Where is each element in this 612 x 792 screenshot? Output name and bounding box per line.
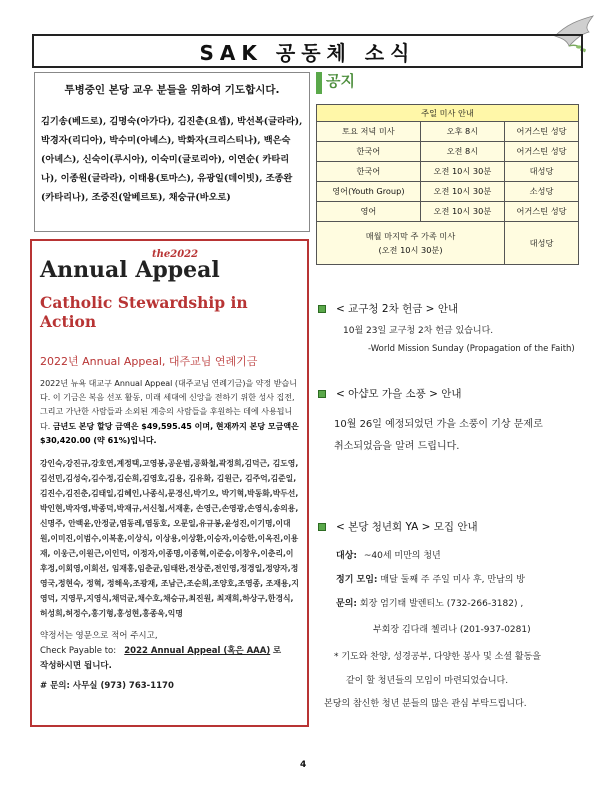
youth-note-1: * 기도와 찬양, 성경공부, 다양한 봉사 및 소셜 활동을 (334, 652, 541, 662)
annual-appeal-amount-text: 금년도 본당 할당 금액은 $49,595.45 이며, 현재까지 본당 모금액은 $30,420.00 (약 61%)입니다. (40, 421, 299, 445)
check-payee: 2022 Annual Appeal (혹은 AAA) (124, 646, 271, 657)
table-cell: 영어(Youth Group) (317, 182, 421, 202)
section-diocese-collection (318, 301, 458, 316)
table-cell: 토요 저녁 미사 (317, 122, 421, 142)
family-mass-label: 매월 마지막 주 가족 미사 (365, 231, 456, 241)
donor-list: 강인숙,강진규,강호연,계정택,고영봉,공운범,공화철,곽정희,김덕근, 김도영,김선민,김성숙,김수정,김순희,김영호,김용, 김유화, 김원근, 김주억,김준일,김진수,김진춘,김태일,김혜인,나종식,문경신,박기오, 박기혁,박동화,박두선,박인현,박자영,박종덕,박재규,서신철,서재훈, 손영근,손영광,손영식,송의용,신명주, 안백윤,안정균,염동레,염동호, 오문일,유규봉,윤성진,이기명,이대원,이미진,이범수,이복훈,이상식, 이상용,이상환,이승자,이승한,이옥진,이용재, 이웅근,이원근,이인덕, 이정자,이종명,이종혁,이준승,이창우,이춘리,이후정,이회영,이회선, 임재홍,임춘균,임태완,전상준,전인영,정경일,정양자,정영국,정현숙, 정혁, 정해욱,조광재, 조남근,조순희,조양호,조영종, 조재용,지영덕, 지영무,지영식,채덕균,채수호,채승규,최진원, 최재희,하상구,한경식, 허성희,허정수,홍기형,홍성현,홍종욱,익명 (40, 459, 299, 619)
table-cell: 어거스틴 성당 (505, 142, 579, 162)
page-number: 4 (300, 760, 307, 770)
section-title: < 교구청 2차 헌금 > 안내 (336, 303, 459, 315)
section-youth-group (318, 519, 478, 534)
table-cell: 대성당 (505, 162, 579, 182)
mass-table-heading: 주일 미사 안내 (317, 105, 579, 122)
table-cell: 오전 8시 (420, 142, 504, 162)
annual-appeal-logo-text: Annual Appeal (40, 257, 220, 283)
table-cell: 대성당 (505, 222, 579, 265)
youth-meeting (336, 572, 525, 588)
bullet-square-icon (318, 523, 326, 531)
appeal-contact: # 문의: 사무실 (973) 763-1170 (40, 681, 174, 692)
family-mass-time: (오전 10시 30분) (378, 245, 443, 255)
annual-appeal-description-text: 2022년 뉴욕 대교구 Annual Appeal (대주교님 연례기금)을 약정 받습니다. 이 기금은 복음 선포 활동, 미래 세대에 신앙을 전하기 위한 성사 집전, 그리고 가난한 사람들과 소외된 계층의 사람들을 후원하는 데에 사용됩니다. (40, 379, 297, 431)
page-title: SAK 공동체 소식 (32, 34, 583, 68)
table-cell: 한국어 (317, 142, 421, 162)
table-cell: 오전 10시 30분 (420, 182, 504, 202)
prayer-box (34, 72, 310, 232)
youth-meeting-value: 매달 둘째 주 주일 미사 후, 만남의 방 (380, 575, 525, 585)
check-payable-line (40, 644, 299, 659)
annual-appeal-logo (40, 249, 299, 283)
notice-title: 공지 (326, 72, 355, 90)
table-cell: 어거스틴 성당 (505, 122, 579, 142)
youth-contact-label: 문의: (336, 599, 357, 609)
youth-note-2: 같이 할 청년들의 모임이 마련되었습니다. (346, 676, 509, 686)
section-title: < 본당 청년회 YA > 모집 안내 (336, 521, 478, 533)
annual-appeal-subtitle: Catholic Stewardship in Action (40, 293, 248, 331)
section-body: -World Mission Sunday (Propagation of the Faith) (368, 344, 575, 354)
table-cell: 한국어 (317, 162, 421, 182)
check-payee-suffix: 로 (272, 646, 282, 657)
bullet-square-icon (318, 390, 326, 398)
section-line: 취소되었음을 알려 드립니다. (334, 441, 460, 452)
table-row (317, 182, 579, 202)
annual-appeal-heading: 2022년 Annual Appeal, 대주교님 연례기금 (40, 355, 258, 368)
section-title: < 아샵모 가을 소풍 > 안내 (336, 388, 462, 400)
section-body (334, 414, 543, 458)
prayer-heading: 투병중인 본당 교우 분들을 위하여 기도합시다. (64, 84, 280, 96)
annual-appeal-logo-year: the2022 (152, 249, 199, 260)
prayer-names: 김기송(베드로), 김명숙(아가다), 김진춘(요셉), 박선복(글라라), 박경자(리디아), 박수미(아녜스), 박화자(크리스티나), 백은숙(아녜스), 신숙이(루시아), 이숙미(글로리아), 이연순( 카타리나), 이종원(글라라), 이태용(토마스), 유광일(데이빗), 조종완(카타리나), 조중진(알베르토), 채숭규(바오로) (41, 116, 303, 203)
table-row (317, 202, 579, 222)
section-fall-picnic (318, 386, 462, 401)
youth-target-label: 대상: (336, 551, 357, 561)
table-row (317, 142, 579, 162)
youth-contact (336, 596, 523, 612)
annual-appeal-description (40, 377, 299, 448)
annual-appeal-box (30, 239, 309, 727)
table-cell (317, 222, 505, 265)
table-cell: 오전 10시 30분 (420, 162, 504, 182)
mass-schedule-table (316, 104, 579, 265)
youth-closing: 본당의 참신한 청년 분들의 많은 관심 부탁드립니다. (324, 699, 527, 709)
notice-accent-bar (316, 72, 322, 94)
youth-target (336, 548, 441, 564)
youth-meeting-label: 정기 모임: (336, 575, 378, 585)
table-cell: 오전 10시 30분 (420, 202, 504, 222)
check-payable-label: Check Payable to: (40, 646, 117, 657)
pledge-note: 약정서는 영문으로 적어 주시고, (40, 631, 158, 642)
table-cell: 어거스틴 성당 (505, 202, 579, 222)
table-row (317, 222, 579, 265)
section-body: 10월 23일 교구청 2차 헌금 있습니다. (343, 326, 494, 336)
table-row (317, 162, 579, 182)
youth-contact-value: 회장 엄기태 발렌티노 (732-266-3182) , (359, 599, 524, 609)
write-instruction: 작성하시면 됩니다. (40, 661, 112, 672)
table-row (317, 122, 579, 142)
bullet-square-icon (318, 305, 326, 313)
youth-target-value: ~40세 미만의 청년 (363, 551, 441, 561)
table-cell: 영어 (317, 202, 421, 222)
youth-contact-2: 부회장 김다래 첼리나 (201-937-0281) (373, 625, 531, 635)
section-line: 10월 26일 예정되었던 가을 소풍이 기상 문제로 (334, 419, 543, 430)
table-cell: 소성당 (505, 182, 579, 202)
table-cell: 오후 8시 (420, 122, 504, 142)
